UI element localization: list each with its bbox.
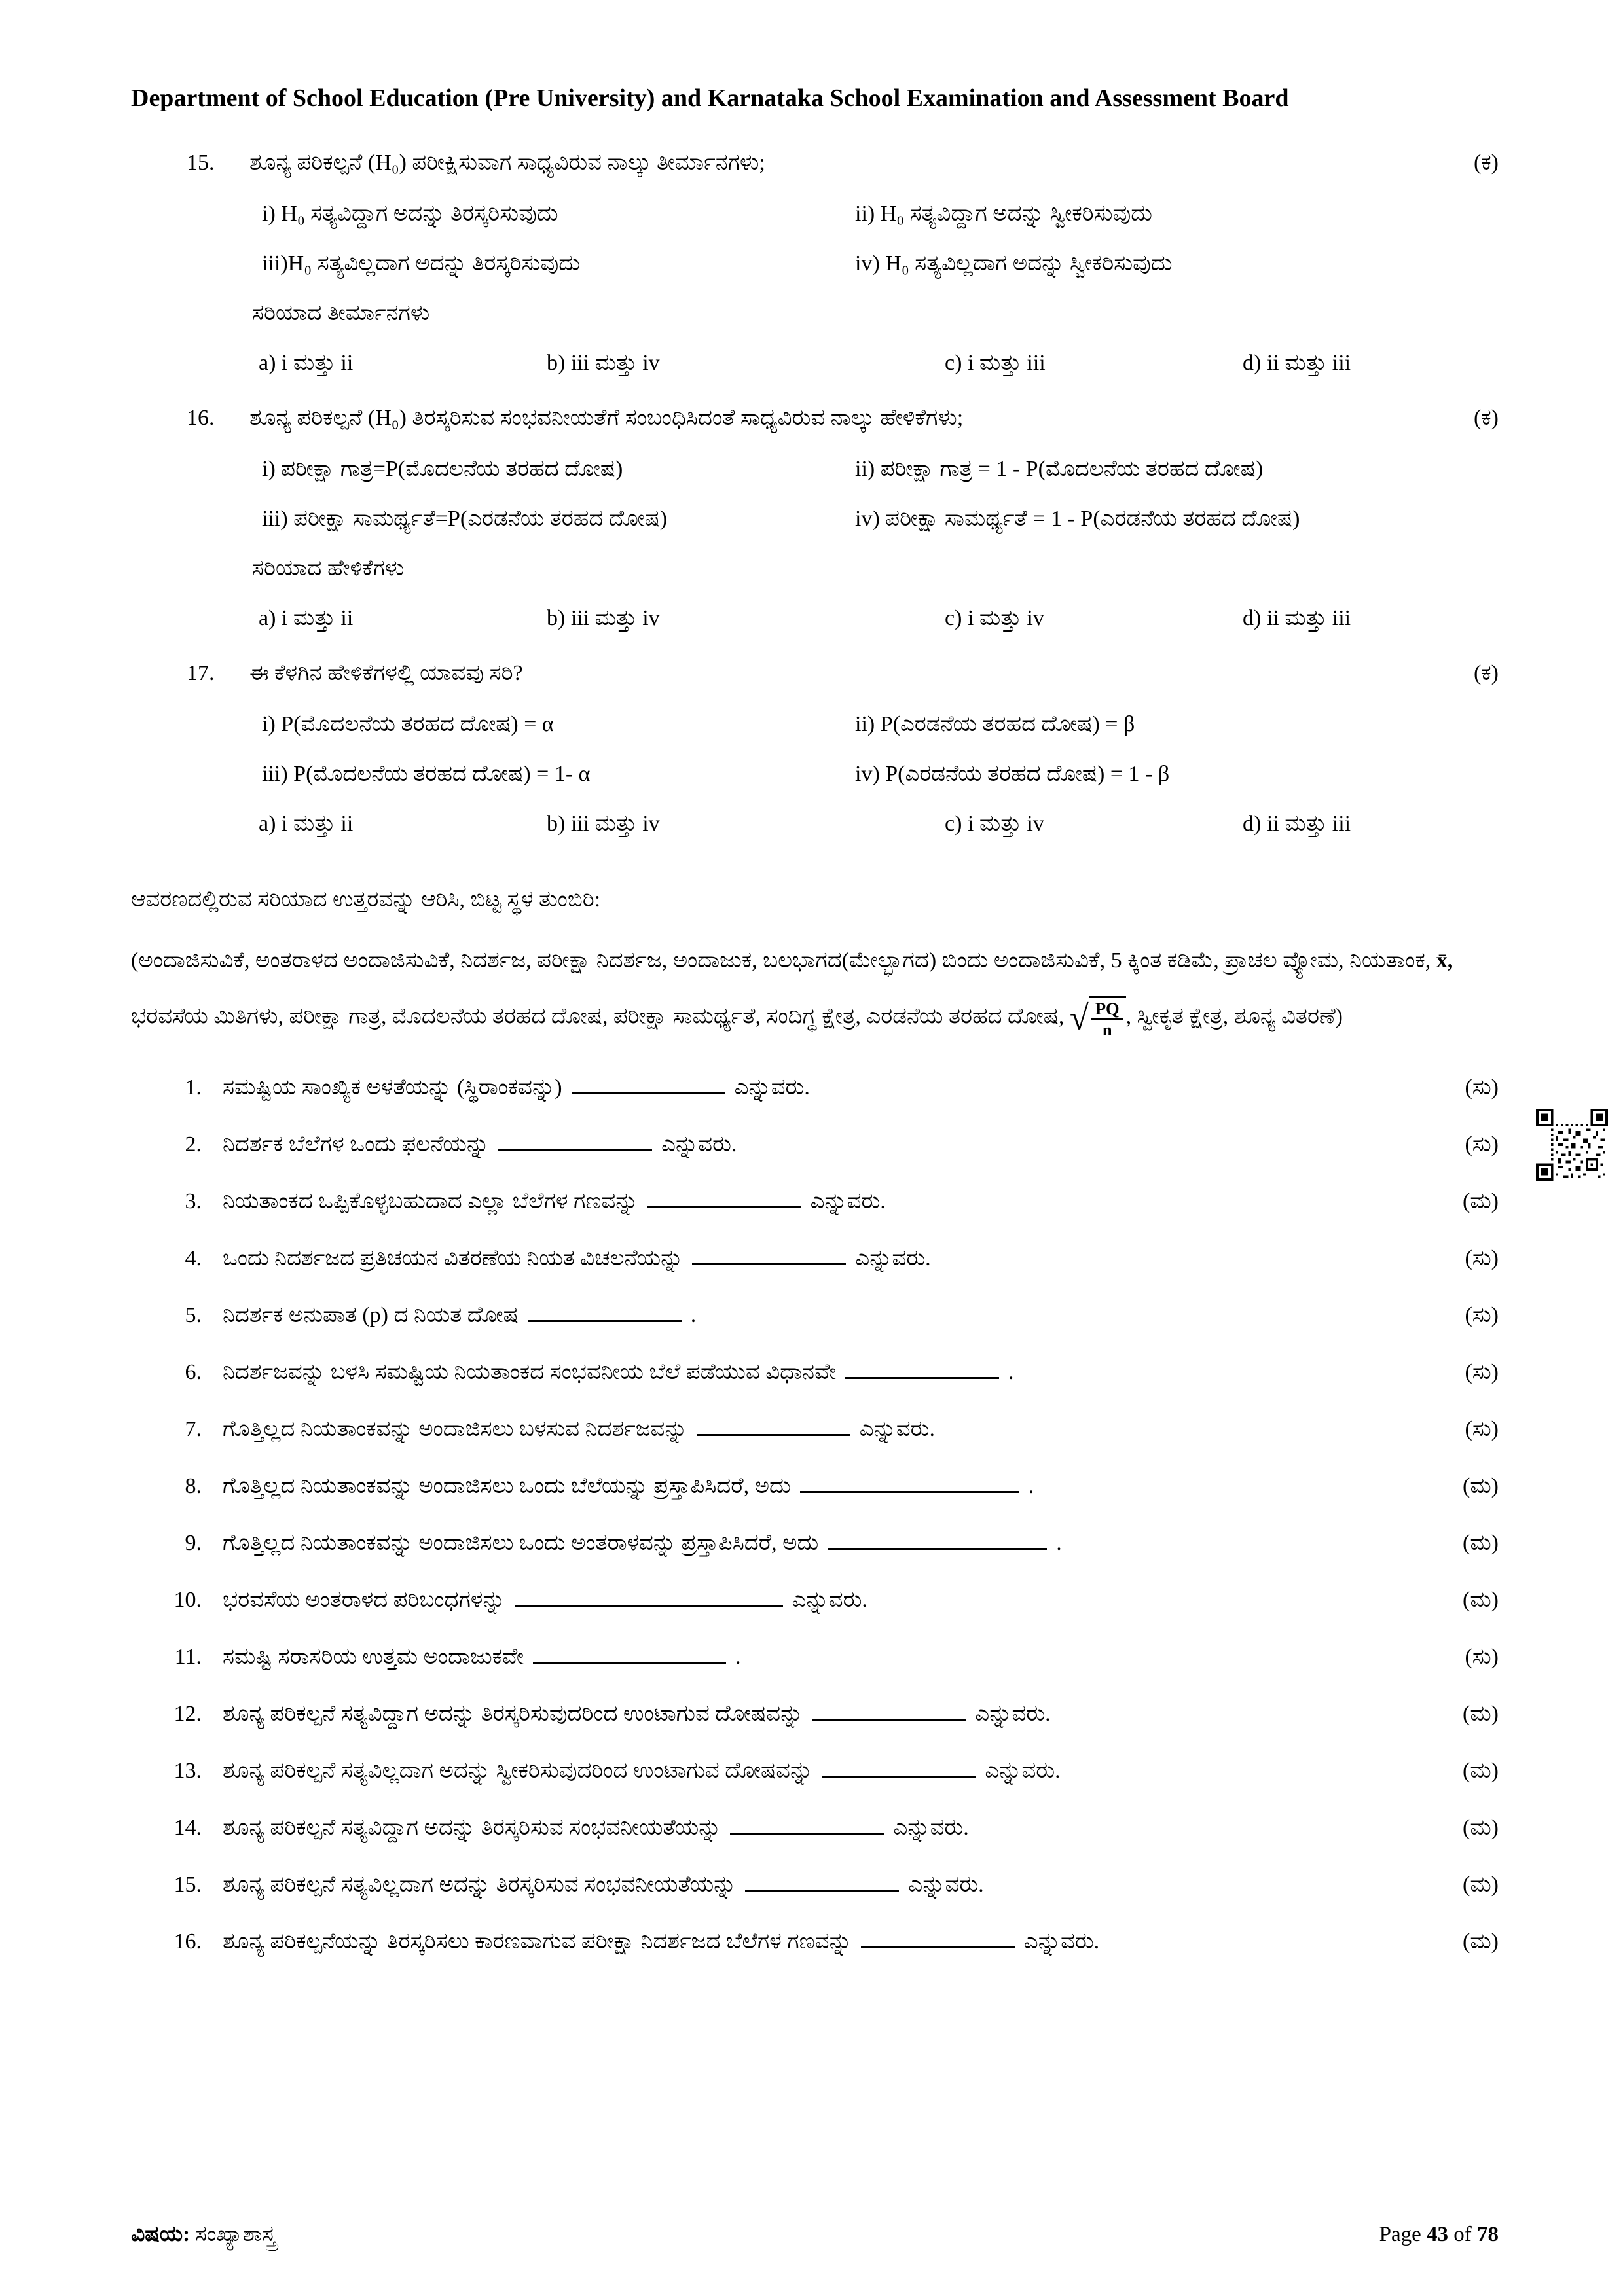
subject-label: ವಿಷಯ: [131,2223,191,2246]
mcq-question-16 [131,406,1499,631]
option-a: a) i ಮತ್ತು ii [259,606,354,630]
question-text: ಒಂದು ನಿದರ್ಶಜದ ಪ್ರತಿಚಯನ ವಿತರಣೆಯ ನಿಯತ ವಿಚಲನೆಯನ್ನು [223,1246,684,1271]
statement-ii: ii) H₀ ಸತ್ಯವಿದ್ದಾಗ ಅದನ್ನು ಸ್ವೀಕರಿಸುವುದು [855,202,1152,226]
word-bank-text: (ಅಂದಾಜಿಸುವಿಕೆ, ಅಂತರಾಳದ ಅಂದಾಜಿಸುವಿಕೆ, ನಿದರ್ಶಜ, ಪರೀಕ್ಷಾ ನಿದರ್ಶಜ, ಅಂದಾಜುಕ, ಬಲಭಾಗದ(ಮೇಲ್ಭಾಗದ) ಬಿಂದು ಅಂದಾಜಿಸುವಿಕೆ, 5 ಕ್ಕಿಂತ ಕಡಿಮೆ, ಪ್ರಾಚಲ ವ್ಯೋಮ, ನಿಯತಾಂಕ, [131,948,1436,973]
fill-question-11 [131,1645,1499,1670]
question-text-after: ಎನ್ನುವರು. [855,1246,931,1271]
fill-question-14 [131,1816,1499,1840]
difficulty-tag: (ಸು) [1465,1645,1499,1670]
question-number: 13. [173,1759,202,1784]
statement-iii: iii)H₀ ಸತ್ಯವಿಲ್ಲದಾಗ ಅದನ್ನು ತಿರಸ್ಕರಿಸುವುದು [262,251,580,276]
fill-question-6 [131,1360,1499,1385]
question-number: 17. [187,661,215,685]
question-number: 14. [173,1816,202,1840]
answer-blank [822,1759,976,1778]
page-current: 43 [1427,2223,1448,2246]
question-text-after: ಎನ್ನುವರು. [893,1816,969,1840]
word-bank-text: ಭರವಸೆಯ ಮಿತಿಗಳು, ಪರೀಕ್ಷಾ ಗಾತ್ರ, ಮೊದಲನೆಯ ತರಹದ ದೋಷ, ಪರೀಕ್ಷಾ ಸಾಮರ್ಥ್ಯತೆ, ಸಂದಿಗ್ಧ ಕ್ಷೇತ್ರ, ಎರಡನೆಯ ತರಹದ ದೋಷ, [131,1004,1070,1029]
fill-question-8 [131,1474,1499,1499]
question-number: 4. [185,1246,202,1271]
question-text-after: . [690,1303,697,1328]
question-text-after: ಎನ್ನುವರು. [810,1189,886,1214]
question-text-after: ಎನ್ನುವರು. [1023,1929,1100,1954]
fill-question-9 [131,1531,1499,1556]
question-text: ಶೂನ್ಯ ಪರಿಕಲ್ಪನೆ (H₀) ಪರೀಕ್ಷಿಸುವಾಗ ಸಾಧ್ಯವಿರುವ ನಾಲ್ಕು ತೀರ್ಮಾನಗಳು; [249,151,765,175]
answer-blank [800,1474,1019,1493]
question-text: ನಿದರ್ಶಕ ಬೆಲೆಗಳ ಒಂದು ಫಲನೆಯನ್ನು [223,1132,490,1157]
difficulty-tag: (ಸು) [1465,1360,1499,1385]
page-separator: of [1448,2223,1477,2246]
xbar-symbol: x̄, [1436,948,1453,973]
question-number: 10. [173,1588,202,1613]
question-text: ಶೂನ್ಯ ಪರಿಕಲ್ಪನೆ ಸತ್ಯವಿದ್ದಾಗ ಅದನ್ನು ತಿರಸ್ಕರಿಸುವುದರಿಂದ ಉಂಟಾಗುವ ದೋಷವನ್ನು [223,1702,803,1727]
difficulty-tag: (ಮ) [1463,1929,1499,1954]
question-text-after: ಎನ್ನುವರು. [734,1075,810,1100]
question-text: ಗೊತ್ತಿಲ್ಲದ ನಿಯತಾಂಕವನ್ನು ಅಂದಾಜಿಸಲು ಒಂದು ಅಂತರಾಳವನ್ನು ಪ್ರಸ್ತಾಪಿಸಿದರೆ, ಅದು [223,1531,819,1556]
difficulty-tag: (ಸು) [1465,1075,1499,1100]
question-number: 15. [173,1873,202,1897]
statement-iv: iv) ಪರೀಕ್ಷಾ ಸಾಮರ್ಥ್ಯತೆ = 1 - P(ಎರಡನೆಯ ತರಹದ ದೋಷ) [855,507,1300,531]
mcq-question-15 [131,151,1499,376]
page-prefix: Page [1379,2223,1427,2246]
fill-question-list [131,1075,1499,1954]
difficulty-tag: (ಸು) [1465,1132,1499,1157]
difficulty-tag: (ಮ) [1463,1873,1499,1897]
question-text: ಶೂನ್ಯ ಪರಿಕಲ್ಪನೆ (H₀) ತಿರಸ್ಕರಿಸುವ ಸಂಭವನೀಯತೆಗೆ ಸಂಬಂಧಿಸಿದಂತೆ ಸಾಧ್ಯವಿರುವ ನಾಲ್ಕು ಹೇಳಿಕೆಗಳು; [249,406,964,430]
answer-blank [697,1417,850,1436]
word-bank [131,939,1499,1053]
question-text-after: . [1008,1360,1014,1385]
difficulty-tag: (ಕ) [1474,151,1499,175]
fill-question-16 [131,1929,1499,1954]
question-number: 8. [185,1474,202,1499]
question-number: 12. [173,1702,202,1727]
answer-blank [861,1929,1015,1948]
question-text-after: ಎನ್ನುವರು. [859,1417,935,1442]
answer-blank [572,1075,725,1094]
difficulty-tag: (ಮ) [1463,1588,1499,1613]
word-bank-text: , ಸ್ವೀಕೃತ ಕ್ಷೇತ್ರ, ಶೂನ್ಯ ವಿತರಣೆ) [1125,1004,1343,1029]
question-number: 9. [185,1531,202,1556]
answer-blank [745,1873,899,1892]
page-footer [131,2223,1499,2247]
fill-question-15 [131,1873,1499,1897]
fill-question-3 [131,1189,1499,1214]
statement-ii: ii) P(ಎರಡನೆಯ ತರಹದ ದೋಷ) = β [855,712,1135,736]
option-d: d) ii ಮತ್ತು iii [1243,351,1351,375]
option-b: b) iii ಮತ್ತು iv [547,812,660,836]
question-text-after: ಎನ್ನುವರು. [792,1588,867,1613]
question-number: 3. [185,1189,202,1214]
option-d: d) ii ಮತ್ತು iii [1243,606,1351,630]
question-text: ನಿದರ್ಶಕ ಅನುಪಾತ (p) ದ ನಿಯತ ದೋಷ [223,1303,519,1328]
difficulty-tag: (ಮ) [1463,1759,1499,1784]
fill-question-13 [131,1759,1499,1784]
question-number: 15. [187,151,215,175]
question-text: ನಿಯತಾಂಕದ ಒಪ್ಪಿಕೊಳ್ಳಬಹುದಾದ ಎಲ್ಲಾ ಬೆಲೆಗಳ ಗಣವನ್ನು [223,1189,638,1214]
answer-blank [730,1816,884,1835]
qr-code-graphic [1536,1109,1608,1181]
subject-line [131,2223,276,2247]
question-text-after: ಎನ್ನುವರು. [985,1759,1061,1784]
fill-question-7 [131,1417,1499,1442]
answer-blank [692,1246,846,1265]
question-text-after: ಎನ್ನುವರು. [661,1132,737,1157]
question-number: 16. [173,1929,202,1954]
question-text: ನಿದರ್ಶಜವನ್ನು ಬಳಸಿ ಸಮಷ್ಟಿಯ ನಿಯತಾಂಕದ ಸಂಭವನೀಯ ಬೆಲೆ ಪಡೆಯುವ ವಿಧಾನವೇ [223,1360,836,1385]
question-text-after: ಎನ್ನುವರು. [975,1702,1051,1727]
fill-question-4 [131,1246,1499,1271]
answer-blank [845,1360,999,1379]
option-c: c) i ಮತ್ತು iv [945,812,1044,836]
statement-iv: iv) H₀ ಸತ್ಯವಿಲ್ಲದಾಗ ಅದನ್ನು ಸ್ವೀಕರಿಸುವುದು [855,251,1173,276]
answer-blank [515,1588,783,1607]
question-text: ಗೊತ್ತಿಲ್ಲದ ನಿಯತಾಂಕವನ್ನು ಅಂದಾಜಿಸಲು ಬಳಸುವ ನಿದರ್ಶಜವನ್ನು [223,1417,687,1442]
question-number: 11. [174,1645,202,1670]
correct-answer-prompt: ಸರಿಯಾದ ಹೇಳಿಕೆಗಳು [252,556,405,581]
difficulty-tag: (ಮ) [1463,1702,1499,1727]
sqrt-numerator: PQ [1091,999,1123,1020]
difficulty-tag: (ಸು) [1465,1246,1499,1271]
question-text: ಭರವಸೆಯ ಅಂತರಾಳದ ಪರಿಬಂಧಗಳನ್ನು [223,1588,505,1613]
question-text: ಸಮಷ್ಟಿಯ ಸಾಂಖ್ಯಿಕ ಅಳತೆಯನ್ನು (ಸ್ಥಿರಾಂಕವನ್ನು) [223,1075,562,1100]
page-indicator [1379,2223,1499,2247]
difficulty-tag: (ಸು) [1465,1417,1499,1442]
answer-blank [533,1645,726,1664]
option-d: d) ii ಮತ್ತು iii [1243,812,1351,836]
question-text: ಗೊತ್ತಿಲ್ಲದ ನಿಯತಾಂಕವನ್ನು ಅಂದಾಜಿಸಲು ಒಂದು ಬೆಲೆಯನ್ನು ಪ್ರಸ್ತಾಪಿಸಿದರೆ, ಅದು [223,1474,791,1499]
difficulty-tag: (ಮ) [1463,1531,1499,1556]
difficulty-tag: (ಕ) [1474,406,1499,430]
question-text: ಈ ಕೆಳಗಿನ ಹೇಳಿಕೆಗಳಲ್ಲಿ ಯಾವವು ಸರಿ? [249,661,523,685]
question-number: 7. [185,1417,202,1442]
question-number: 2. [185,1132,202,1157]
question-number: 6. [185,1360,202,1385]
difficulty-tag: (ಕ) [1474,661,1499,685]
statement-i: i) ಪರೀಕ್ಷಾ ಗಾತ್ರ=P(ಮೊದಲನೆಯ ತರಹದ ದೋಷ) [262,457,623,481]
question-text-after: . [1056,1531,1062,1556]
answer-blank [528,1303,682,1322]
statement-iii: iii) ಪರೀಕ್ಷಾ ಸಾಮರ್ಥ್ಯತೆ=P(ಎರಡನೆಯ ತರಹದ ದೋಷ) [262,507,668,531]
document-header-title: Department of School Education (Pre University) and Karnataka School Examination and Assessment Board [131,84,1289,112]
fill-question-12 [131,1702,1499,1727]
question-text: ಶೂನ್ಯ ಪರಿಕಲ್ಪನೆಯನ್ನು ತಿರಸ್ಕರಿಸಲು ಕಾರಣವಾಗುವ ಪರೀಕ್ಷಾ ನಿದರ್ಶಜದ ಬೆಲೆಗಳ ಗಣವನ್ನು [223,1929,852,1954]
difficulty-tag: (ಮ) [1463,1189,1499,1214]
question-text: ಶೂನ್ಯ ಪರಿಕಲ್ಪನೆ ಸತ್ಯವಿದ್ದಾಗ ಅದನ್ನು ತಿರಸ್ಕರಿಸುವ ಸಂಭವನೀಯತೆಯನ್ನು [223,1816,721,1840]
statement-iv: iv) P(ಎರಡನೆಯ ತರಹದ ದೋಷ) = 1 - β [855,762,1170,786]
sqrt-expression [1069,998,1126,1040]
difficulty-tag: (ಸು) [1465,1303,1499,1328]
answer-blank [828,1531,1047,1550]
question-text-after: ಎನ್ನುವರು. [908,1873,984,1897]
fill-question-1 [131,1075,1499,1100]
question-number: 16. [187,406,215,430]
question-number: 5. [185,1303,202,1328]
answer-blank [812,1702,966,1721]
fill-question-10 [131,1588,1499,1613]
correct-answer-prompt: ಸರಿಯಾದ ತೀರ್ಮಾನಗಳು [252,301,430,325]
fill-question-5 [131,1303,1499,1328]
answer-blank [647,1189,801,1208]
option-a: a) i ಮತ್ತು ii [259,351,354,375]
difficulty-tag: (ಮ) [1463,1474,1499,1499]
option-a: a) i ಮತ್ತು ii [259,812,354,836]
fill-in-instruction: ಆವರಣದಲ್ಲಿರುವ ಸರಿಯಾದ ಉತ್ತರವನ್ನು ಆರಿಸಿ, ಬಿಟ್ಟ ಸ್ಥಳ ತುಂಬಿರಿ: [131,888,601,912]
option-c: c) i ಮತ್ತು iii [945,351,1046,375]
question-text: ಸಮಷ್ಟಿ ಸರಾಸರಿಯ ಉತ್ತಮ ಅಂದಾಜುಕವೇ [223,1645,524,1670]
subject-value: ಸಂಖ್ಯಾಶಾಸ್ತ್ರ [190,2223,276,2246]
statement-ii: ii) ಪರೀಕ್ಷಾ ಗಾತ್ರ = 1 - P(ಮೊದಲನೆಯ ತರಹದ ದೋಷ) [855,457,1264,481]
answer-blank [498,1132,652,1151]
question-number: 1. [185,1075,202,1100]
option-b: b) iii ಮತ್ತು iv [547,351,660,375]
radical-sign: √ [1069,999,1089,1037]
fill-question-2 [131,1132,1499,1157]
statement-i: i) H₀ ಸತ್ಯವಿದ್ದಾಗ ಅದನ್ನು ತಿರಸ್ಕರಿಸುವುದು [262,202,558,226]
sqrt-denominator: n [1102,1020,1112,1040]
option-c: c) i ಮತ್ತು iv [945,606,1044,630]
question-text: ಶೂನ್ಯ ಪರಿಕಲ್ಪನೆ ಸತ್ಯವಿಲ್ಲದಾಗ ಅದನ್ನು ಸ್ವೀಕರಿಸುವುದರಿಂದ ಉಂಟಾಗುವ ದೋಷವನ್ನು [223,1759,813,1784]
qr-code-icon [1536,1109,1608,1181]
statement-i: i) P(ಮೊದಲನೆಯ ತರಹದ ದೋಷ) = α [262,712,554,736]
question-text: ಶೂನ್ಯ ಪರಿಕಲ್ಪನೆ ಸತ್ಯವಿಲ್ಲದಾಗ ಅದನ್ನು ತಿರಸ್ಕರಿಸುವ ಸಂಭವನೀಯತೆಯನ್ನು [223,1873,737,1897]
question-text-after: . [1028,1474,1034,1499]
question-text-after: . [735,1645,741,1670]
statement-iii: iii) P(ಮೊದಲನೆಯ ತರಹದ ದೋಷ) = 1- α [262,762,591,786]
page-total: 78 [1477,2223,1499,2246]
difficulty-tag: (ಮ) [1463,1816,1499,1840]
option-b: b) iii ಮತ್ತು iv [547,606,660,630]
mcq-question-17 [131,661,1499,836]
